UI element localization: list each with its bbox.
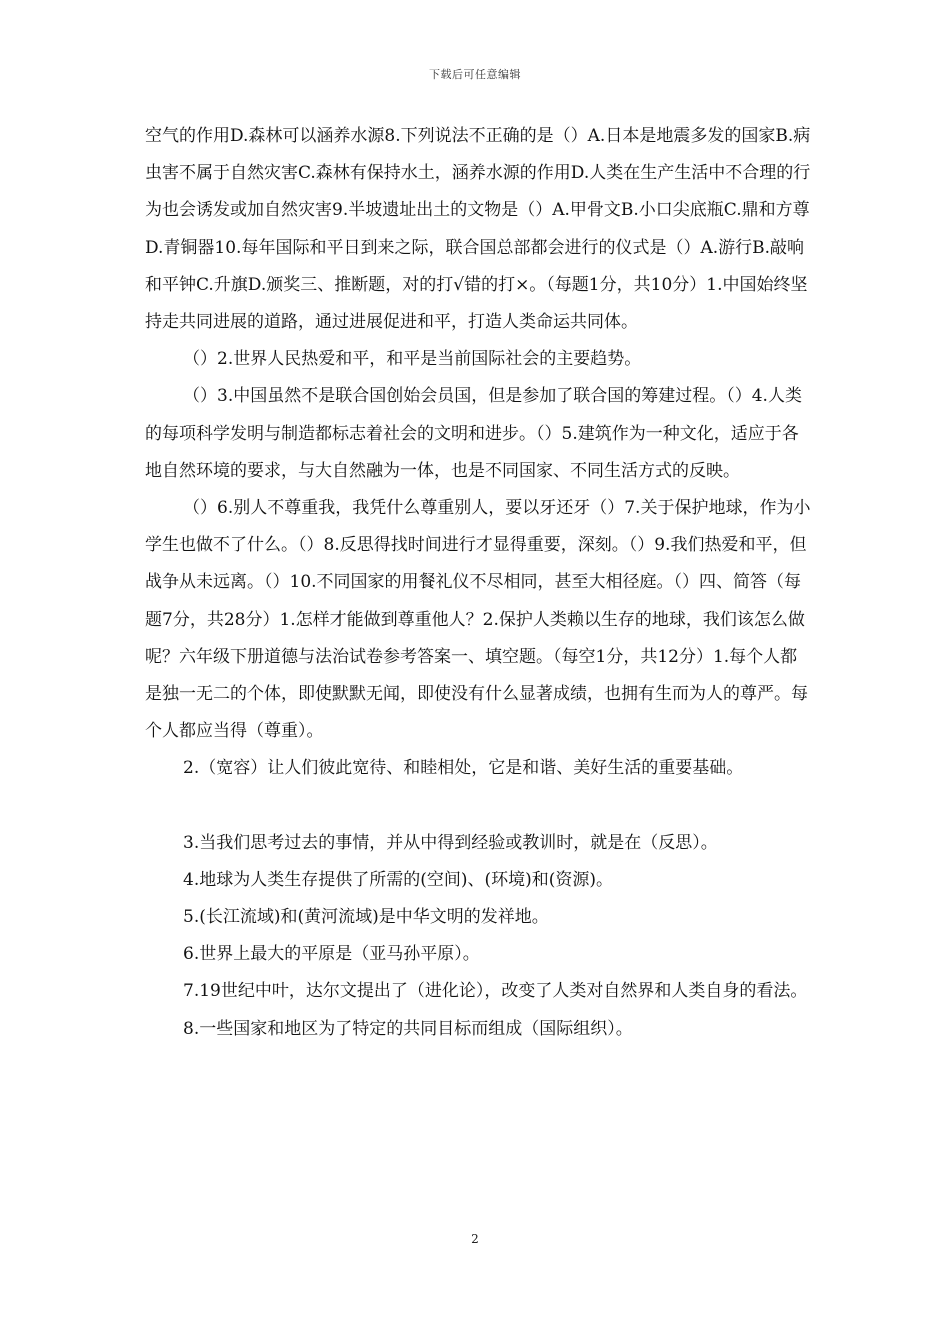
paragraph-answer-6: 6.世界上最大的平原是（亚马孙平原）。 — [183, 944, 480, 965]
paragraph-judge-3-5: （）3.中国虽然不是联合国创始会员国，但是参加了联合国的筹建过程。（）4.人类的每项科学发明与制造都标志着社会的文明和进步。（）5.建筑作为一种文化，适应于各地自然环境的要求，与大自然融为一体，也是不同国家、不同生活方式的反映。 — [145, 386, 802, 481]
document-body — [145, 118, 813, 1048]
paragraph-answer-8: 8.一些国家和地区为了特定的共同目标而组成（国际组织）。 — [183, 1018, 633, 1039]
paragraph-answer-3: 3.当我们思考过去的事情，并从中得到经验或教训时，就是在（反思）。 — [183, 832, 718, 853]
page-header: 下载后可任意编辑 — [429, 68, 521, 81]
paragraph-answer-7: 7.19世纪中叶，达尔文提出了（进化论），改变了人类对自然界和人类自身的看法。 — [183, 981, 808, 1002]
paragraph-judge-2: （）2.世界人民热爱和平，和平是当前国际社会的主要趋势。 — [183, 349, 642, 370]
paragraph-answer-4: 4.地球为人类生存提供了所需的(空间)、(环境)和(资源)。 — [183, 869, 614, 890]
paragraph-judge-6-answers-1: （）6.别人不尊重我，我凭什么尊重别人，要以牙还牙（）7.关于保护地球，作为小学生也做不了什么。（）8.反思得找时间进行才显得重要，深刻。（）9.我们热爱和平，但战争从未远离。（）10.不同国家的用餐礼仪不尽相同，甚至大相径庭。（）四、简答（每题7分，共28分）1.怎样才能做到尊重他人？2.保护人类赖以生存的地球，我们该怎么做呢？六年级下册道德与法治试卷参考答案一、填空题。（每空1分，共12分）1.每个人都是独一无二的个体，即使默默无闻，即使没有什么显著成绩，也拥有生而为人的尊严。每个人都应当得（尊重）。 — [145, 498, 811, 742]
page-number: 2 — [471, 1232, 479, 1246]
paragraph-questions-continued: 空气的作用D.森林可以涵养水源8.下列说法不正确的是（）A.日本是地震多发的国家B.病虫害不属于自然灾害C.森林有保持水土，涵养水源的作用D.人类在生产生活中不合理的行为也会诱发或加自然灾害9.半坡遗址出土的文物是（）A.甲骨文B.小口尖底瓶C.鼎和方尊D.青铜器10.每年国际和平日到来之际，联合国总部都会进行的仪式是（）A.游行B.敲响和平钟C.升旗D.颁奖三、推断题，对的打√错的打×。（每题1分，共10分）1.中国始终坚持走共同进展的道路，通过进展促进和平，打造人类命运共同体。 — [145, 126, 811, 333]
paragraph-answer-5: 5.(长江流域)和(黄河流域)是中华文明的发祥地。 — [183, 907, 549, 928]
paragraph-answer-2: 2.（宽容）让人们彼此宽待、和睦相处，它是和谐、美好生活的重要基础。 — [183, 758, 744, 779]
